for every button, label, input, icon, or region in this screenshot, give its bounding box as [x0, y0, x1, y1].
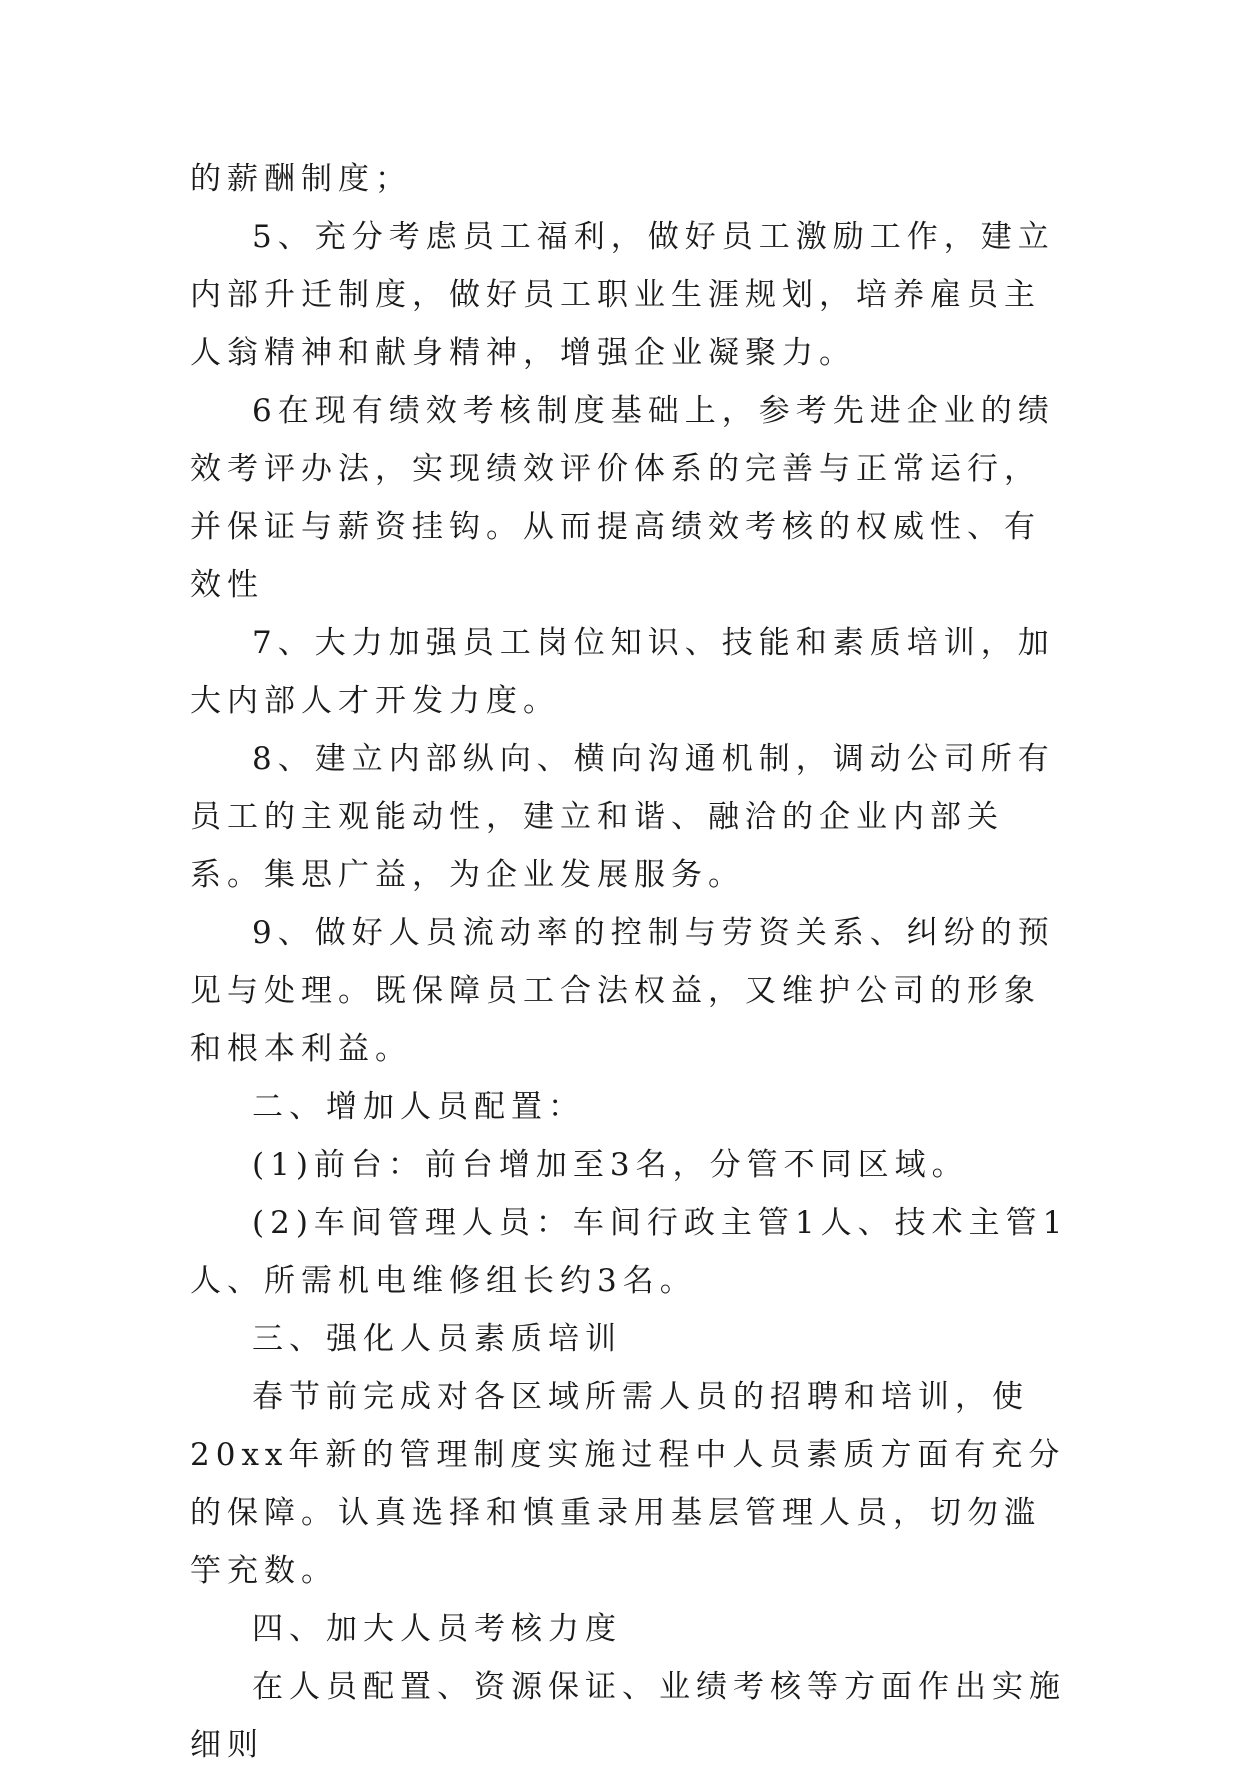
- paragraph-item-6: 6在现有绩效考核制度基础上，参考先进企业的绩效考评办法，实现绩效评价体系的完善与正常运行，并保证与薪资挂钩。从而提高绩效考核的权威性、有效性: [190, 393, 1055, 603]
- paragraph-item-7: 7、大力加强员工岗位知识、技能和素质培训，加大内部人才开发力度。: [190, 625, 1055, 719]
- paragraph-salary-system-end: 的薪酬制度；: [190, 161, 412, 197]
- paragraph-item-8: 8、建立内部纵向、横向沟通机制，调动公司所有员工的主观能动性，建立和谐、融洽的企业内部关系。集思广益，为企业发展服务。: [190, 741, 1055, 893]
- document-body: [190, 150, 1070, 1774]
- section-heading-4: 四、加大人员考核力度: [252, 1611, 622, 1647]
- paragraph-front-desk: (1)前台：前台增加至3名，分管不同区域。: [252, 1147, 969, 1183]
- section-heading-3: 三、强化人员素质培训: [252, 1321, 622, 1357]
- paragraph-item-5: 5、充分考虑员工福利，做好员工激励工作，建立内部升迁制度，做好员工职业生涯规划，培养雇员主人翁精神和献身精神，增强企业凝聚力。: [190, 219, 1055, 371]
- paragraph-item-9: 9、做好人员流动率的控制与劳资关系、纠纷的预见与处理。既保障员工合法权益，又维护公司的形象和根本利益。: [190, 915, 1055, 1067]
- paragraph-assessment: 在人员配置、资源保证、业绩考核等方面作出实施细则: [190, 1669, 1066, 1763]
- paragraph-workshop-staff: (2)车间管理人员：车间行政主管1人、技术主管1人、所需机电维修组长约3名。: [190, 1205, 1069, 1299]
- paragraph-training: 春节前完成对各区域所需人员的招聘和培训，使20xx年新的管理制度实施过程中人员素质方面有充分的保障。认真选择和慎重录用基层管理人员，切勿滥竽充数。: [190, 1379, 1066, 1589]
- section-heading-2: 二、增加人员配置：: [252, 1089, 585, 1125]
